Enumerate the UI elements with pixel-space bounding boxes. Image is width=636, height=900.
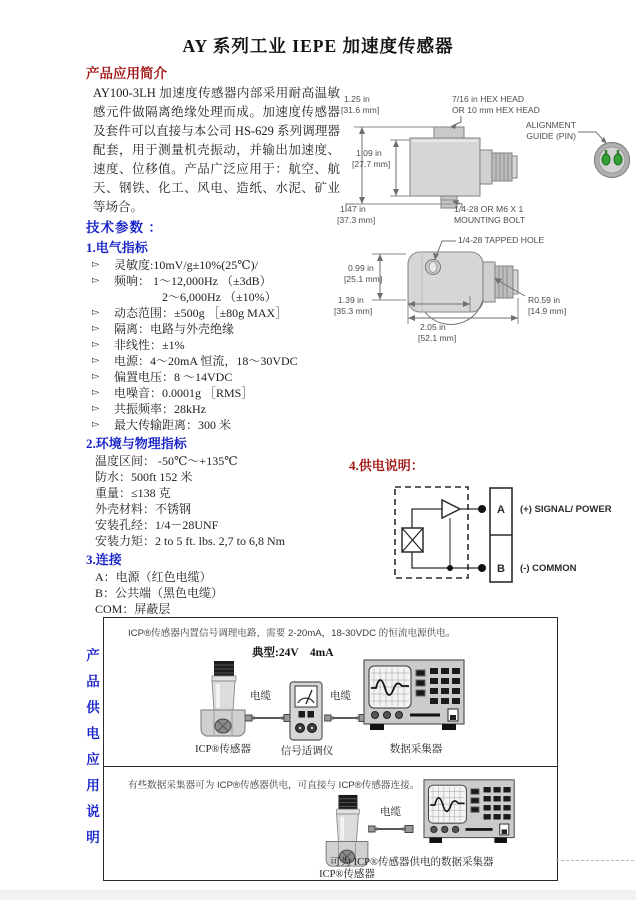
spec-item	[92, 369, 340, 385]
tech-params-heading: 技术参数 ：	[86, 220, 163, 235]
radius-label: [14.9 mm]	[528, 306, 567, 316]
spec-text: 非线性：±1%	[114, 338, 185, 352]
dim-label: 1.25 in	[344, 94, 370, 104]
bullet-arrow-icon: ▻	[92, 259, 100, 270]
env-line: 重量：≤138 克	[95, 486, 171, 500]
mounting-bolt-label: 1/4-28 OR M6 X 1	[454, 204, 524, 214]
dim-label: [27.7 mm]	[352, 159, 391, 169]
spec-text: 最大传输距离：300 米	[114, 418, 232, 432]
signal-conditioner-illustration	[289, 681, 323, 743]
dim-label: [37.3 mm]	[337, 215, 376, 225]
application-box	[103, 617, 558, 881]
pin-a: A	[497, 504, 505, 516]
power-heading: 4.供电说明：	[349, 458, 424, 473]
intro-paragraph: AY100-3LH 加速度传感器内部采用耐高温敏感元件做隔离绝缘处理而成。加速度传感器及套件可以直接与本公司 HS-629 系列调理器配套，用于测量机壳振动，并输出加速度、速度、位移值。产品广泛应用于：航空、航天、钢铁、化工、风电、造纸、水泥、矿业等场合。	[93, 86, 340, 214]
mounting-bolt-label: MOUNTING BOLT	[454, 215, 525, 225]
spec-text: 偏置电压：8 ～14VDC	[114, 370, 233, 384]
spec-item	[92, 305, 340, 321]
panel1-typical-value: 典型:24V 4mA	[252, 647, 334, 659]
wiring-diagram	[348, 478, 636, 608]
alignment-guide-label: GUIDE (PIN)	[526, 131, 576, 141]
side-vertical-label: 产 品 供 电 应 用 说 明	[86, 648, 100, 845]
dim-label: [52.1 mm]	[418, 333, 457, 343]
icp-sensor-illustration	[199, 660, 247, 740]
dim-label: 0.99 in	[348, 263, 374, 273]
env-line: 安装孔经：1/4－28UNF	[95, 518, 219, 532]
spec-item	[92, 401, 340, 417]
spec-item	[92, 273, 340, 289]
spec-item	[92, 257, 340, 273]
spec-text: 2～6,000Hz （±10%）	[162, 290, 277, 304]
dim-label: 1.47 in	[340, 204, 366, 214]
panel-divider	[104, 766, 557, 767]
panel1-description: ICP®传感器内置信号调理电路，需要 2-20mA，18-30VDC 的恒流电源供电。	[128, 628, 456, 639]
environment-heading: 2.环境与物理指标	[86, 436, 187, 451]
dim-label: [25.1 mm]	[344, 274, 383, 284]
cable-illustration	[245, 712, 293, 724]
page-bottom-strip	[0, 890, 636, 900]
panel2-description: 有些数据采集器可为 ICP®传感器供电，可直接与 ICP®传感器连接。	[128, 780, 420, 791]
sensor-dimension-drawing-side	[332, 92, 636, 232]
connector-face-view	[595, 143, 630, 178]
env-line: 外壳材料：不锈钢	[95, 502, 192, 516]
tapped-hole-label: 1/4-28 TAPPED HOLE	[458, 235, 545, 245]
daq-illustration	[362, 658, 468, 740]
daq-illustration	[417, 778, 523, 852]
connection-heading: 3.连接	[86, 552, 122, 567]
cable-label: 电缆	[250, 691, 271, 702]
bullet-arrow-icon: ▻	[92, 339, 100, 350]
bullet-arrow-icon: ▻	[92, 403, 100, 414]
connection-line: COM：屏蔽层	[95, 602, 171, 616]
connection-line: B：公共端（黑色电缆）	[95, 586, 224, 600]
bullet-arrow-icon: ▻	[92, 307, 100, 318]
dim-label: 1.09 in	[356, 148, 382, 158]
radius-label: R0.59 in	[528, 295, 561, 305]
bullet-arrow-icon: ▻	[92, 323, 100, 334]
spec-item	[92, 337, 340, 353]
intro-heading: 产品应用简介	[86, 66, 167, 81]
hex-head-label: 7/16 in HEX HEAD	[452, 94, 525, 104]
sensor-dimension-drawing-tapped	[332, 230, 636, 352]
bullet-arrow-icon: ▻	[92, 387, 100, 398]
amplifier-symbol	[442, 500, 460, 518]
env-line: 温度区间： -50℃～+135℃	[95, 454, 238, 468]
spec-text: 隔离：电路与外壳绝缘	[114, 322, 235, 336]
spec-text: 动态范围：±500g ［±80g MAX］	[114, 306, 288, 320]
spec-item	[92, 385, 340, 401]
electrical-heading: 1.电气指标	[86, 240, 148, 255]
bullet-arrow-icon: ▻	[92, 275, 100, 286]
sensor-caption: ICP®传感器	[319, 869, 375, 880]
spec-text: 电源：4～20mA 恒流，18～30VDC	[114, 354, 298, 368]
daq-caption: 可为 ICP®传感器供电的数据采集器	[330, 857, 494, 868]
daq-caption: 数据采集器	[389, 744, 443, 755]
page-title: AY 系列工业 IEPE 加速度传感器	[182, 36, 454, 56]
pin-b: B	[497, 563, 505, 575]
env-line: 防水：500ft 152 米	[95, 470, 193, 484]
dim-label: [31.6 mm]	[341, 105, 380, 115]
spec-text: 电噪音：0.0001g ［RMS］	[114, 386, 254, 400]
cable-label: 电缆	[330, 691, 351, 702]
bullet-arrow-icon: ▻	[92, 355, 100, 366]
alignment-guide-label: ALIGNMENT	[525, 120, 576, 130]
conditioner-caption: 信号适调仪	[280, 746, 334, 757]
left-column	[86, 64, 340, 617]
spec-item	[92, 417, 340, 433]
connection-line: A：电源（红色电缆）	[95, 570, 212, 584]
dim-label: 1.39 in	[338, 295, 364, 305]
spec-item	[92, 353, 340, 369]
bullet-arrow-icon: ▻	[92, 371, 100, 382]
dim-label: [35.3 mm]	[334, 306, 373, 316]
dashed-line-artifact	[556, 860, 634, 861]
env-line: 安装力矩：2 to 5 ft. lbs. 2,7 to 6,8 Nm	[95, 534, 286, 548]
pin-b-label: (-) COMMON	[520, 563, 577, 574]
pin-a-label: (+) SIGNAL/ POWER	[520, 504, 612, 515]
sensor-caption: ICP®传感器	[195, 744, 251, 755]
hex-head-label: OR 10 mm HEX HEAD	[452, 105, 540, 115]
spec-text: 灵敏度:10mV/g±10%(25℃)/	[114, 258, 259, 272]
dim-label: 2.05 in	[420, 322, 446, 332]
spec-text: 共振频率：28kHz	[114, 402, 206, 416]
cable-label: 电缆	[380, 807, 401, 818]
spec-text: 频响： 1～12,000Hz （±3dB）	[114, 274, 272, 288]
cable-illustration	[368, 823, 414, 835]
bullet-arrow-icon: ▻	[92, 419, 100, 430]
spec-item	[92, 321, 340, 337]
spec-item-sub	[92, 289, 340, 305]
